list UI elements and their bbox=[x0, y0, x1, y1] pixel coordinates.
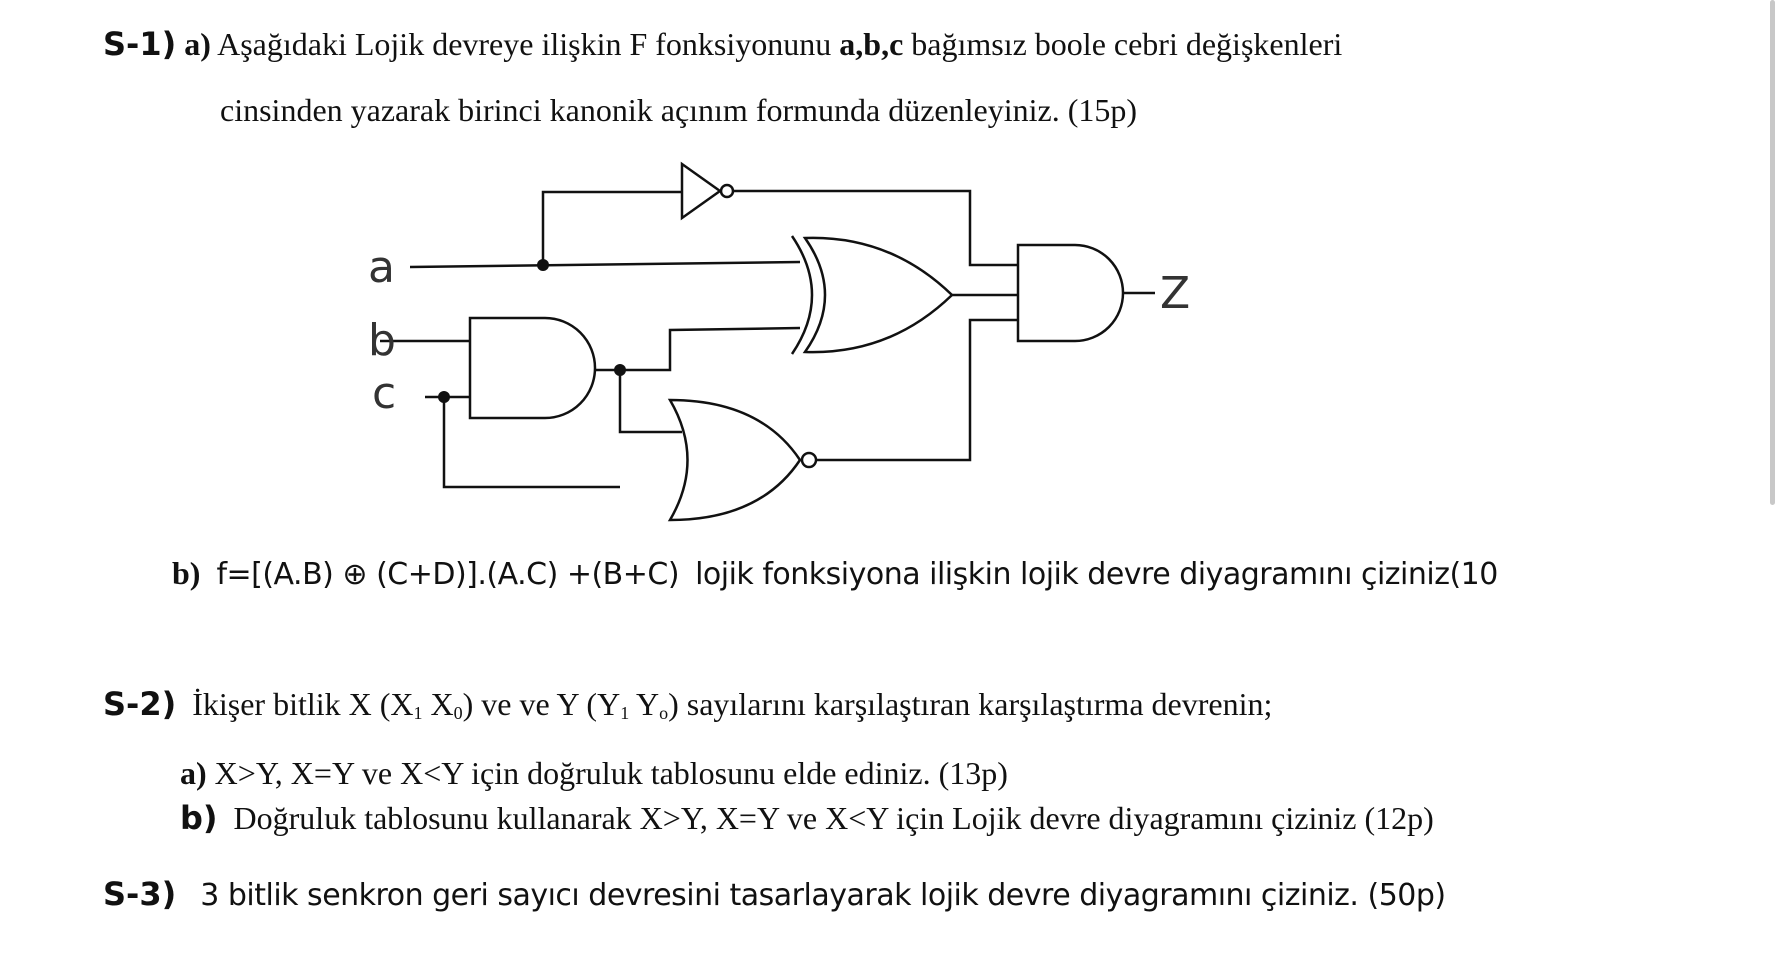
q2-y0: o bbox=[659, 703, 669, 723]
q1-line1 bbox=[103, 25, 1343, 63]
and-gate-1 bbox=[470, 318, 595, 418]
wire-nor-to-and bbox=[816, 320, 1018, 460]
q2-text-pre: İkişer bitlik X (X bbox=[192, 686, 414, 722]
and-gate-2 bbox=[1018, 245, 1123, 341]
nor-bubble bbox=[802, 453, 816, 467]
wire-a-to-not bbox=[543, 192, 682, 265]
q1b-text: lojik fonksiyona ilişkin lojik devre diyagramını çiziniz(10 bbox=[695, 557, 1498, 592]
q2a-text: X>Y, X=Y ve X<Y için doğruluk tablosunu elde ediniz. (13p) bbox=[214, 755, 1008, 791]
logic-circuit-diagram bbox=[340, 150, 1220, 530]
label-input-a: a bbox=[368, 242, 395, 293]
q1b-formula: f=[(A.B) ⊕ (C+D)].(A.C) +(B+C) bbox=[216, 557, 680, 592]
nor-gate bbox=[670, 400, 800, 520]
q3-line bbox=[103, 875, 1446, 913]
q2a-line bbox=[180, 757, 1008, 789]
junction-a bbox=[537, 259, 549, 271]
q3-label: S-3) bbox=[103, 875, 177, 913]
q2b-line bbox=[180, 799, 1434, 837]
q3-text: 3 bitlik senkron geri sayıcı devresini tasarlayarak lojik devre diyagramını çiziniz. (50p) bbox=[200, 878, 1446, 913]
q2-y-mid: Y bbox=[636, 686, 660, 722]
not-bubble bbox=[721, 185, 733, 197]
q2-text-post: ) sayılarını karşılaştıran karşılaştırma devrenin; bbox=[668, 686, 1273, 722]
q2a-label: a) bbox=[180, 755, 207, 791]
label-output-z: Z bbox=[1160, 268, 1191, 319]
q2-line bbox=[103, 685, 1273, 723]
wire-a bbox=[410, 262, 800, 267]
q1b-line bbox=[172, 557, 1498, 590]
not-gate bbox=[682, 164, 720, 218]
q1a-text1: Aşağıdaki Lojik devreye ilişkin F fonksiyonunu bbox=[217, 26, 832, 62]
xor-gate bbox=[805, 238, 952, 352]
q1a-line2: cinsinden yazarak birinci kanonik açınım formunda düzenleyiniz. (15p) bbox=[220, 92, 1138, 128]
q2-x0: 0 bbox=[453, 703, 463, 723]
q2b-text: Doğruluk tablosunu kullanarak X>Y, X=Y ve X<Y için Lojik devre diyagramını çiziniz (12p) bbox=[233, 800, 1434, 836]
xor-extra-arc bbox=[792, 236, 812, 354]
q2-x-mid: X bbox=[430, 686, 454, 722]
scrollbar[interactable] bbox=[1770, 0, 1775, 505]
label-input-c: c bbox=[372, 368, 397, 419]
q1-label: S-1) bbox=[103, 25, 177, 63]
q2b-label: b) bbox=[180, 799, 218, 837]
wire-not-to-and bbox=[733, 191, 1018, 265]
label-input-b: b bbox=[368, 315, 396, 366]
q1b-label: b) bbox=[172, 555, 201, 591]
q2-x1: 1 bbox=[413, 703, 423, 723]
junction-c bbox=[438, 391, 450, 403]
q1a-text2: bağımsız boole cebri değişkenleri bbox=[911, 26, 1343, 62]
wire-and1-to-xor bbox=[620, 328, 800, 370]
junction-and1 bbox=[614, 364, 626, 376]
q2-text-mid: ) ve ve Y (Y bbox=[462, 686, 621, 722]
q2-y1: 1 bbox=[620, 703, 630, 723]
q2-label: S-2) bbox=[103, 685, 177, 723]
q1a-vars: a,b,c bbox=[839, 26, 904, 62]
q1a-label: a) bbox=[184, 26, 211, 62]
